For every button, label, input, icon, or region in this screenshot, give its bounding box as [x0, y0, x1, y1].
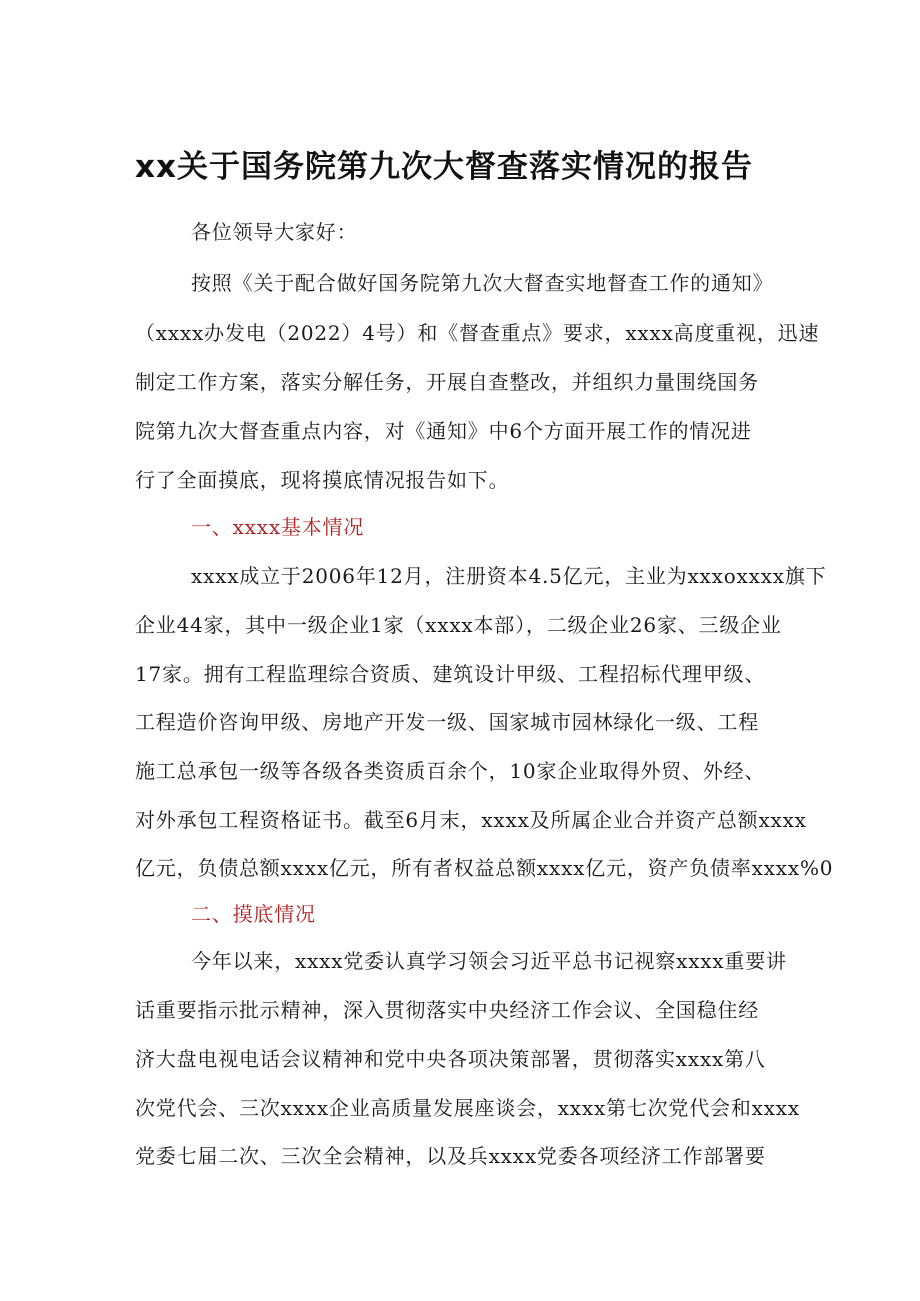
intro-line: 按照《关于配合做好国务院第九次大督查实地督查工作的通知》: [191, 271, 774, 295]
section2-line: 次党代会、三次xxxx企业高质量发展座谈会，xxxx第七次党代会和xxxx: [135, 1096, 800, 1120]
section1-line: 17家。拥有工程监理综合资质、建筑设计甲级、工程招标代理甲级、: [135, 662, 766, 686]
document-title: xx关于国务院第九次大督查落实情况的报告: [135, 149, 753, 185]
intro-line: （xxxx办发电（2022）4号）和《督查重点》要求，xxxx高度重视，迅速: [135, 321, 820, 345]
section-heading-survey: 二、摸底情况: [191, 902, 316, 926]
section-heading-basic: 一、xxxx基本情况: [191, 515, 365, 539]
greeting: 各位领导大家好：: [191, 220, 358, 244]
section1-line: xxxx成立于2006年12月，注册资本4.5亿元，主业为xxxoxxxx旗下: [191, 564, 827, 588]
section2-line: 济大盘电视电话会议精神和党中央各项决策部署，贯彻落实xxxx第八: [135, 1047, 766, 1071]
intro-line: 行了全面摸底，现将摸底情况报告如下。: [135, 468, 510, 492]
section1-line: 工程造价咨询甲级、房地产开发一级、国家城市园林绿化一级、工程: [135, 710, 759, 734]
intro-line: 制定工作方案，落实分解任务，开展自查整改，并组织力量围绕国务: [135, 370, 759, 394]
section2-line: 今年以来，xxxx党委认真学习领会习近平总书记视察xxxx重要讲: [191, 949, 787, 973]
section1-line: 企业44家，其中一级企业1家（xxxx本部），二级企业26家、三级企业: [135, 613, 782, 637]
section2-line: 党委七届二次、三次全会精神，以及兵xxxx党委各项经济工作部署要: [135, 1144, 766, 1168]
section1-line: 亿元，负债总额xxxx亿元，所有者权益总额xxxx亿元，资产负债率xxxx%0: [135, 856, 834, 880]
section1-line: 施工总承包一级等各级各类资质百余个，10家企业取得外贸、外经、: [135, 759, 766, 783]
section1-line: 对外承包工程资格证书。截至6月末，xxxx及所属企业合并资产总额xxxx: [135, 808, 807, 832]
section2-line: 话重要指示批示精神，深入贯彻落实中央经济工作会议、全国稳住经: [135, 998, 759, 1022]
intro-line: 院第九次大督查重点内容，对《通知》中6个方面开展工作的情况进: [135, 419, 752, 443]
